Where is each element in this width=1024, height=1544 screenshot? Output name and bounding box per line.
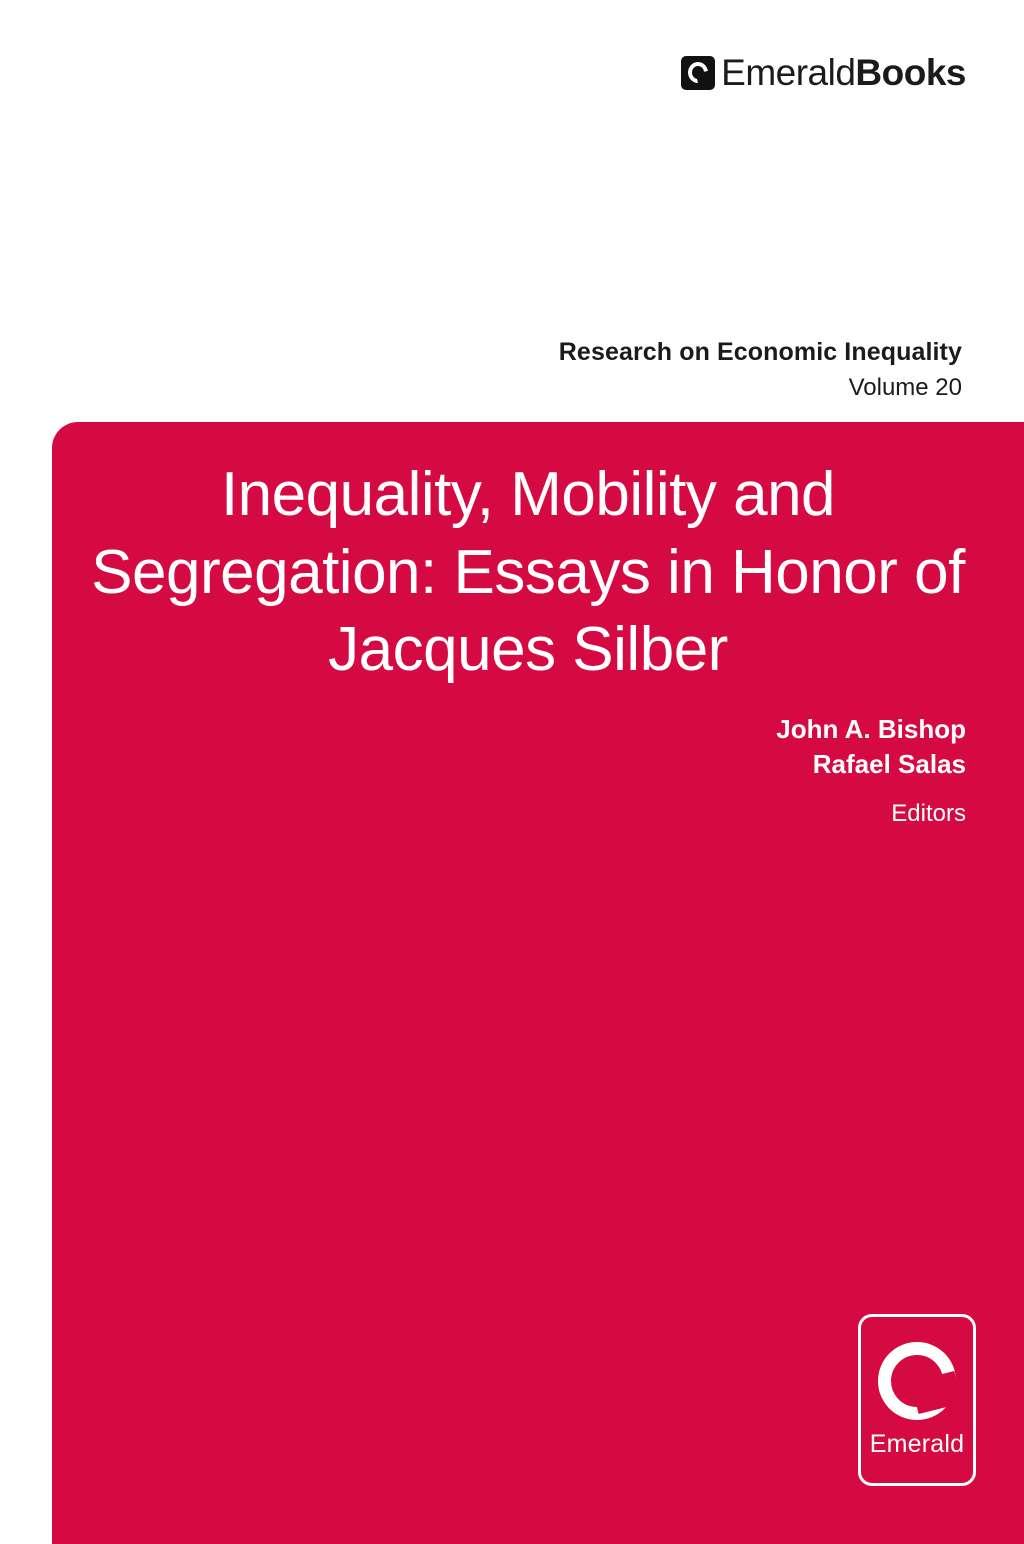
publisher-logo <box>681 54 966 91</box>
publisher-name-light: Emerald <box>721 52 856 93</box>
editor-name: Rafael Salas <box>812 749 966 780</box>
book-title: Inequality, Mobility and Segregation: Essays in Honor of Jacques Silber <box>91 460 965 684</box>
editor-name: John A. Bishop <box>776 714 966 744</box>
series-title: Research on Economic Inequality <box>558 338 962 366</box>
editors-block <box>776 712 966 828</box>
emerald-badge <box>858 1314 976 1486</box>
publisher-name-bold: Books <box>855 52 966 93</box>
badge-label: Emerald <box>869 1429 965 1458</box>
emerald-e-icon <box>878 1342 956 1420</box>
editor-role: Editors <box>891 800 966 828</box>
series-volume: Volume 20 <box>848 373 962 401</box>
emerald-e-icon <box>681 56 715 90</box>
series-block <box>559 338 962 401</box>
title-panel <box>52 422 1024 1544</box>
publisher-name <box>721 54 966 91</box>
